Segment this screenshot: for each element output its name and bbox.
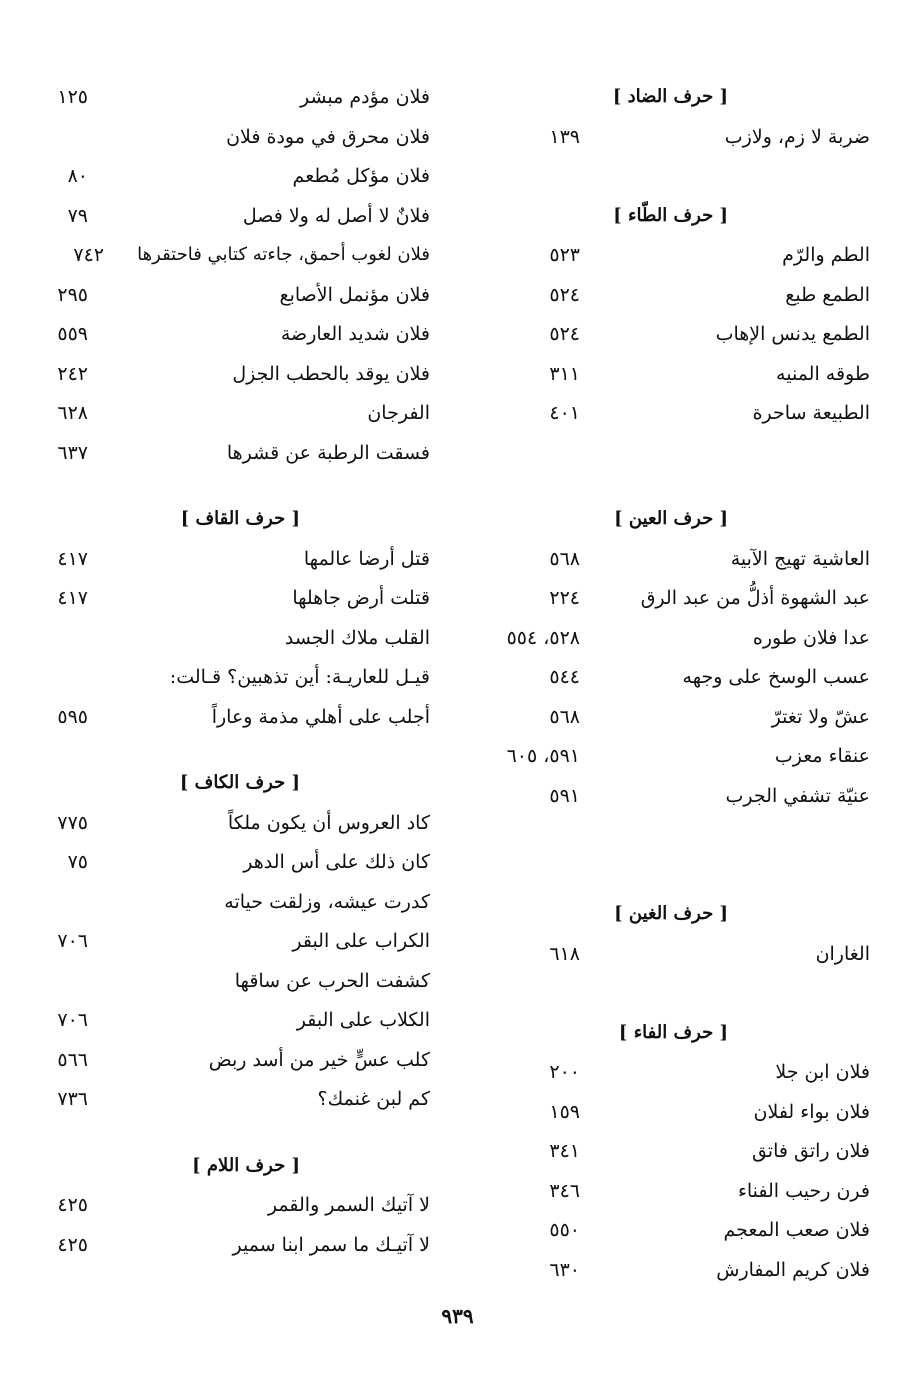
index-entry [458, 1213, 870, 1253]
index-entry [20, 238, 430, 278]
index-entry [458, 1253, 870, 1293]
entry-text: عشّ ولا تغترّ [771, 705, 870, 728]
entry-text: القلب ملاك الجسد [284, 626, 430, 649]
spacer [458, 159, 870, 199]
index-entry [20, 1003, 430, 1043]
entry-page-ref: ٣١١ [549, 362, 580, 385]
index-entry [20, 845, 430, 885]
entry-text: فلانٌ لا أصل له ولا فصل [242, 204, 430, 227]
index-entry [20, 924, 430, 964]
entry-page-ref: ٤٠١ [549, 402, 580, 424]
entry-text: فلان بواء لفلان [753, 1100, 870, 1123]
entry-page-ref: ٥٩١، ٦٠٥ [506, 745, 580, 767]
index-entry [20, 1082, 430, 1122]
entry-text: كدرت عيشه، وزلقت حياته [224, 890, 430, 913]
entry-text: كلب عسٍّ خير من أسد ربض [208, 1048, 430, 1071]
entry-page-ref: ٧٥ [67, 851, 88, 873]
entry-text: قتل أرضا عالمها [303, 547, 430, 570]
entry-page-ref: ٥٦٨ [549, 547, 580, 570]
entry-text: عنيّة تشفي الجرب [725, 784, 870, 807]
entry-text: عنقاء معزب [774, 745, 870, 767]
index-entry [458, 779, 870, 819]
index-entry [20, 581, 430, 621]
spacer [20, 475, 430, 502]
entry-text: فلان لغوب أحمق، جاءته كتابي فاحتقرها [137, 244, 430, 265]
spacer [458, 463, 870, 503]
index-entry [20, 1228, 430, 1268]
index-entry [20, 80, 430, 120]
entry-page-ref: ٥٥٩ [57, 323, 88, 345]
index-entry [458, 621, 870, 661]
entry-text: ضربة لا زم، ولازب [724, 125, 870, 148]
entry-text: كم لبن غنمك؟ [317, 1088, 430, 1110]
entry-page-ref: ٥٢٨، ٥٥٤ [506, 626, 580, 649]
entry-page-ref: ٢٩٥ [57, 283, 88, 306]
entry-page-ref: ٧٣٦ [57, 1088, 88, 1110]
section-heading [20, 502, 430, 542]
entry-text: فرن رحيب الفناء [737, 1179, 870, 1202]
index-entry [20, 317, 430, 357]
spacer [458, 436, 870, 463]
section-heading [458, 897, 870, 937]
entry-text: الكراب على البقر [292, 930, 430, 952]
index-entry [20, 621, 430, 661]
index-entry [458, 739, 870, 779]
entry-page-ref: ١٣٩ [549, 125, 580, 148]
entry-text: فلان مؤنمل الأصابع [279, 283, 430, 306]
entry-page-ref: ٧٠٦ [57, 930, 88, 952]
section-heading-text: [ حرف العين ] [614, 508, 728, 529]
index-entry [20, 806, 430, 846]
spacer [458, 858, 870, 898]
entry-text: فلان راتق فاتق [751, 1140, 870, 1162]
index-entry [20, 700, 430, 740]
section-heading-text: [ حرف الغين ] [614, 903, 728, 924]
index-entry [20, 885, 430, 925]
entry-text: قتلت أرض جاهلها [292, 587, 430, 609]
section-heading-text: [ حرف اللام ] [192, 1154, 300, 1176]
section-heading [458, 502, 870, 542]
entry-page-ref: ٣٤١ [549, 1140, 580, 1162]
entry-text: فسقت الرطبة عن قشرها [226, 441, 430, 464]
entry-text: كان ذلك على أس الدهر [243, 851, 430, 873]
entry-text: الفرجان [367, 402, 430, 424]
index-entry [458, 396, 870, 436]
entry-text: فلان شديد العارضة [280, 323, 430, 345]
entry-page-ref: ٥٩١ [549, 784, 580, 807]
entry-text: لا آتيـك ما سمر ابنا سمير [232, 1233, 430, 1256]
entry-text: فلان صعب المعجم [723, 1219, 870, 1241]
entry-page-ref: ٢٠٠ [549, 1061, 580, 1083]
entry-page-ref: ٢٤٢ [57, 362, 88, 385]
entry-page-ref: ٦١٨ [549, 942, 580, 965]
entry-text: كشفت الحرب عن ساقها [234, 969, 430, 992]
index-entry [20, 396, 430, 436]
section-heading [458, 1016, 870, 1056]
index-entry [458, 660, 870, 700]
entry-page-ref: ٦٣٧ [57, 441, 88, 464]
spacer [20, 739, 430, 766]
index-entry [458, 357, 870, 397]
section-heading-text: [ حرف الضاد ] [612, 86, 728, 107]
entry-page-ref: ٥٦٨ [549, 705, 580, 728]
index-entry [458, 317, 870, 357]
entry-page-ref: ١٢٥ [57, 86, 88, 108]
entry-page-ref: ٧٩ [67, 204, 88, 227]
section-heading-text: [ حرف الطّاء ] [613, 204, 728, 226]
index-entry [458, 581, 870, 621]
entry-text: الطمع طبع [785, 283, 870, 306]
entry-text: كاد العروس أن يكون ملكاً [227, 811, 430, 834]
index-entry [20, 542, 430, 582]
entry-text: قيـل للعاريـة: أين تذهبين؟ قـالت: [169, 666, 430, 688]
index-entry [20, 1188, 430, 1228]
section-heading [458, 199, 870, 239]
section-heading [20, 1149, 430, 1189]
entry-page-ref: ٥٤٤ [549, 666, 580, 688]
index-entry [458, 1174, 870, 1214]
entry-text: فلان مؤكل مُطعم [292, 165, 430, 187]
index-entry [20, 159, 430, 199]
index-entry [20, 660, 430, 700]
entry-text: أجلب على أهلي مذمة وعاراً [211, 705, 430, 728]
entry-page-ref: ٨٠ [67, 165, 88, 187]
entry-page-ref: ٤١٧ [57, 547, 88, 570]
entry-page-ref: ٥٥٠ [549, 1219, 580, 1241]
page-number: ٩٣٩ [441, 1304, 474, 1328]
index-entry [20, 964, 430, 1004]
spacer [20, 1122, 430, 1149]
index-entry [458, 1055, 870, 1095]
entry-text: عسب الوسخ على وجهه [682, 666, 870, 688]
entry-text: الطمع يدنس الإهاب [715, 323, 870, 345]
index-entry [458, 542, 870, 582]
entry-page-ref: ٥٩٥ [57, 705, 88, 728]
entry-page-ref: ٤١٧ [57, 587, 88, 609]
entry-page-ref: ٧٤٢ [73, 244, 104, 266]
entry-text: عدا فلان طوره [752, 626, 870, 649]
entry-text: الغاران [815, 942, 870, 965]
entry-text: الكلاب على البقر [296, 1009, 430, 1031]
entry-page-ref: ٦٢٨ [57, 402, 88, 424]
index-entry [458, 120, 870, 160]
entry-page-ref: ٧٧٥ [57, 811, 88, 834]
entry-page-ref: ٣٤٦ [549, 1179, 580, 1202]
index-entry [20, 436, 430, 476]
section-heading [458, 80, 870, 120]
index-entry [458, 238, 870, 278]
entry-page-ref: ٤٢٥ [57, 1194, 88, 1216]
entry-page-ref: ٢٢٤ [549, 587, 580, 609]
section-heading-text: [ حرف القاف ] [180, 508, 300, 529]
entry-page-ref: ٤٢٥ [57, 1233, 88, 1256]
spacer [458, 818, 870, 858]
entry-page-ref: ٧٠٦ [57, 1009, 88, 1031]
index-entry [20, 357, 430, 397]
left-column [20, 80, 430, 1267]
entry-text: العاشية تهيج الآبية [730, 547, 870, 570]
index-entry [458, 1134, 870, 1174]
section-heading-text: [ حرف الكاف ] [179, 772, 300, 793]
entry-page-ref: ٥٢٣ [549, 244, 580, 266]
index-entry [458, 1095, 870, 1135]
index-entry [20, 278, 430, 318]
index-entry [458, 278, 870, 318]
entry-page-ref: ١٥٩ [549, 1100, 580, 1123]
entry-text: عبد الشهوة أذلُّ من عبد الرق [640, 587, 870, 609]
entry-page-ref: ٥٢٤ [549, 283, 580, 306]
entry-page-ref: ٦٣٠ [549, 1258, 580, 1281]
entry-text: فلان يوقد بالحطب الجزل [232, 362, 430, 385]
entry-text: الطم والرّم [782, 244, 870, 266]
index-entry [458, 700, 870, 740]
index-entry [20, 1043, 430, 1083]
right-column [458, 80, 870, 1292]
entry-text: الطبيعة ساحرة [752, 402, 870, 424]
entry-text: فلان مؤدم مبشر [299, 86, 430, 108]
entry-page-ref: ٥٦٦ [57, 1048, 88, 1071]
entry-text: فلان كريم المفارش [716, 1258, 870, 1281]
entry-text: فلان ابن جلا [775, 1061, 870, 1083]
index-entry [20, 120, 430, 160]
section-heading-text: [ حرف الفاء ] [618, 1021, 728, 1043]
index-entry [458, 937, 870, 977]
spacer [458, 976, 870, 1016]
section-heading [20, 766, 430, 806]
entry-text: فلان محرق في مودة فلان [226, 125, 430, 148]
entry-text: لا آتيك السمر والقمر [267, 1194, 430, 1216]
entry-page-ref: ٥٢٤ [549, 323, 580, 345]
index-entry [20, 199, 430, 239]
entry-text: طوقه المنيه [776, 362, 870, 385]
